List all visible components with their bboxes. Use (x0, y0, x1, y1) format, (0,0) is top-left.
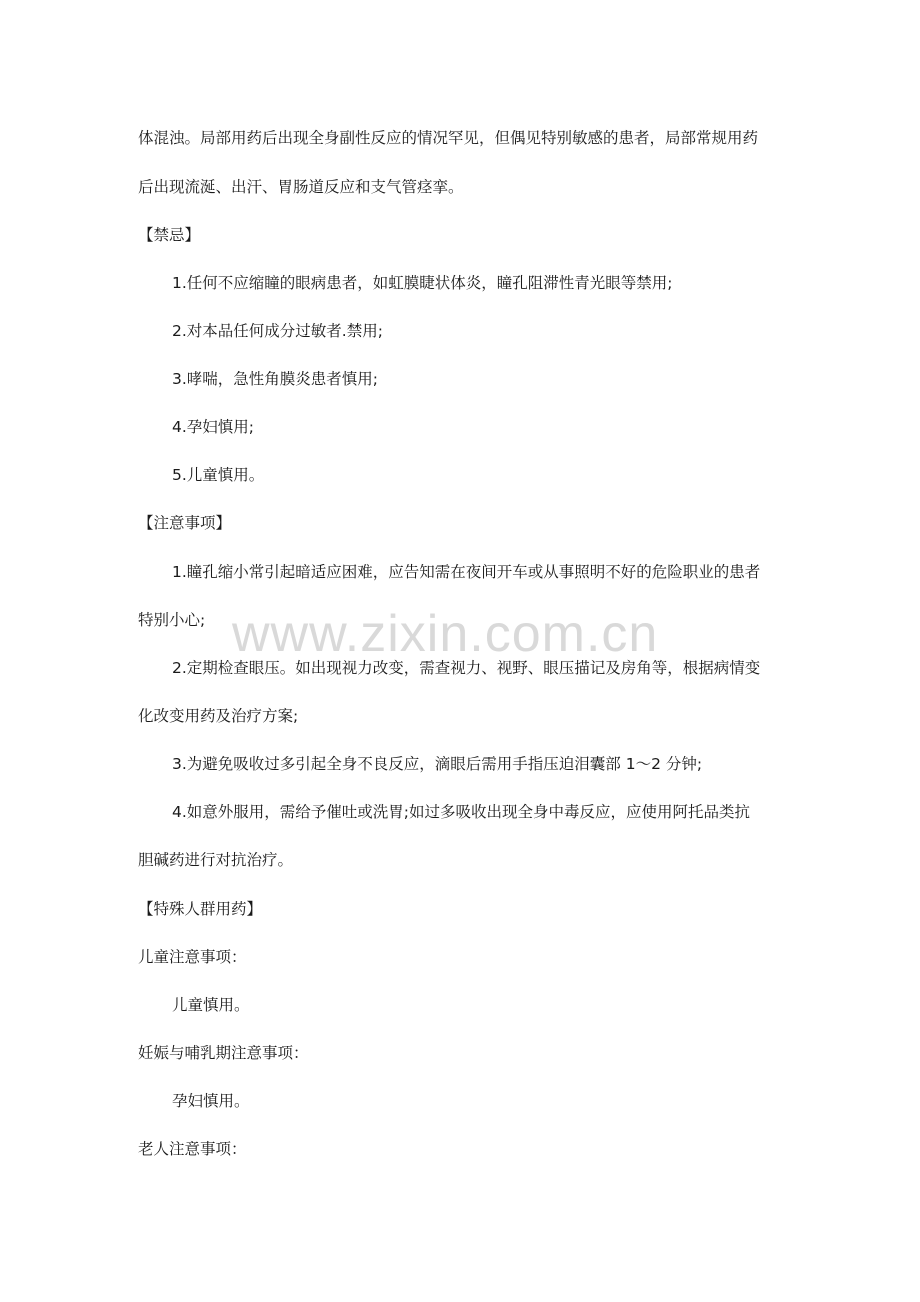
subheading-elderly: 老人注意事项： (138, 1140, 247, 1158)
subheading-pregnancy: 妊娠与哺乳期注意事项： (138, 1044, 309, 1062)
list-item: 1.瞳孔缩小常引起暗适应困难，应告知需在夜间开车或从事照明不好的危险职业的患者 (172, 563, 761, 581)
paragraph-line: 体混浊。局部用药后出现全身副性反应的情况罕见，但偶见特别敏感的患者，局部常规用药 (138, 129, 759, 147)
section-heading-special-populations: 【特殊人群用药】 (138, 900, 263, 918)
paragraph-line: 后出现流涎、出汗、胃肠道反应和支气管痉挛。 (138, 178, 464, 196)
list-item-continued: 化改变用药及治疗方案; (138, 707, 299, 725)
list-item: 4.如意外服用，需给予催吐或洗胃;如过多吸收出现全身中毒反应，应使用阿托品类抗 (172, 803, 751, 821)
list-item-continued: 特别小心; (138, 611, 206, 629)
list-item-continued: 胆碱药进行对抗治疗。 (138, 851, 294, 869)
list-item: 2.定期检查眼压。如出现视力改变，需查视力、视野、眼压描记及房角等，根据病情变 (172, 659, 761, 677)
section-heading-precautions: 【注意事项】 (138, 514, 232, 532)
list-item: 3.为避免吸收过多引起全身不良反应，滴眼后需用手指压迫泪囊部 1～2 分钟; (172, 755, 703, 773)
paragraph-line: 儿童慎用。 (172, 996, 250, 1014)
section-heading-contraindications: 【禁忌】 (138, 226, 201, 244)
watermark: www.zixin.com.cn (232, 605, 659, 663)
list-item: 2.对本品任何成分过敏者.禁用; (172, 322, 383, 340)
list-item: 5.儿童慎用。 (172, 466, 265, 484)
list-item: 1.任何不应缩瞳的眼病患者，如虹膜睫状体炎，瞳孔阻滞性青光眼等禁用; (172, 274, 673, 292)
subheading-children: 儿童注意事项： (138, 948, 247, 966)
paragraph-line: 孕妇慎用。 (172, 1092, 250, 1110)
list-item: 4.孕妇慎用; (172, 418, 255, 436)
list-item: 3.哮喘，急性角膜炎患者慎用; (172, 370, 379, 388)
